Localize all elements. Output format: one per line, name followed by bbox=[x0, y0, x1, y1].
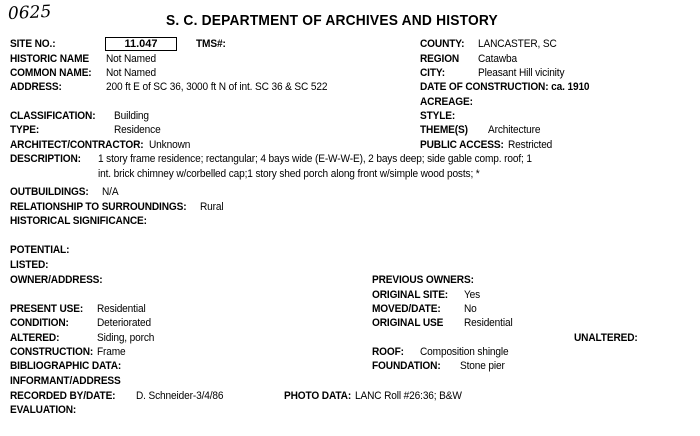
type-label: TYPE: bbox=[10, 124, 40, 136]
unaltered-label: UNALTERED: bbox=[574, 332, 638, 344]
page-title: S. C. DEPARTMENT OF ARCHIVES AND HISTORY bbox=[166, 12, 498, 29]
relationship-label: RELATIONSHIP TO SURROUNDINGS: bbox=[10, 201, 187, 213]
region-value: Catawba bbox=[478, 53, 517, 65]
moved-date-value: No bbox=[464, 303, 477, 315]
handwritten-number: 0625 bbox=[7, 1, 52, 25]
construction-value: Frame bbox=[97, 346, 126, 358]
region-label: REGION bbox=[420, 53, 460, 65]
architect-label: ARCHITECT/CONTRACTOR: bbox=[10, 139, 144, 151]
site-no-label: SITE NO.: bbox=[10, 38, 56, 50]
roof-label: ROOF: bbox=[372, 346, 404, 358]
potential-label: POTENTIAL: bbox=[10, 244, 70, 256]
moved-date-label: MOVED/DATE: bbox=[372, 303, 441, 315]
foundation-value: Stone pier bbox=[460, 360, 505, 372]
original-site-value: Yes bbox=[464, 289, 481, 301]
description-line-1: 1 story frame residence; rectangular; 4 bays wide (E-W-W-E), 2 bays deep; side gable comp. roof; 1 bbox=[98, 153, 532, 165]
original-site-label: ORIGINAL SITE: bbox=[372, 289, 449, 301]
recorded-by-value: D. Schneider-3/4/86 bbox=[136, 390, 224, 402]
county-label: COUNTY: bbox=[420, 38, 465, 50]
photo-data-label: PHOTO DATA: bbox=[284, 390, 352, 402]
type-value: Residence bbox=[114, 124, 161, 136]
outbuildings-value: N/A bbox=[102, 186, 119, 198]
site-no-value: 11.047 bbox=[105, 37, 177, 51]
description-line-2: int. brick chimney w/corbelled cap;1 story shed porch along front w/simple wood posts; * bbox=[98, 168, 480, 180]
construction-label: CONSTRUCTION: bbox=[10, 346, 94, 358]
tms-label: TMS#: bbox=[196, 38, 226, 50]
themes-value: Architecture bbox=[488, 124, 541, 136]
classification-value: Building bbox=[114, 110, 149, 122]
classification-label: CLASSIFICATION: bbox=[10, 110, 96, 122]
altered-label: ALTERED: bbox=[10, 332, 60, 344]
roof-value: Composition shingle bbox=[420, 346, 509, 358]
description-label: DESCRIPTION: bbox=[10, 153, 81, 165]
owner-address-label: OWNER/ADDRESS: bbox=[10, 274, 103, 286]
bibliographic-data-label: BIBLIOGRAPHIC DATA: bbox=[10, 360, 122, 372]
themes-label: THEME(S) bbox=[420, 124, 468, 136]
date-of-construction: DATE OF CONSTRUCTION: ca. 1910 bbox=[420, 81, 590, 93]
style-label: STYLE: bbox=[420, 110, 456, 122]
acreage-label: ACREAGE: bbox=[420, 96, 473, 108]
original-use-value: Residential bbox=[464, 317, 513, 329]
public-access-value: Restricted bbox=[508, 139, 553, 151]
condition-label: CONDITION: bbox=[10, 317, 69, 329]
address-label: ADDRESS: bbox=[10, 81, 62, 93]
historical-significance-label: HISTORICAL SIGNIFICANCE: bbox=[10, 215, 147, 227]
public-access-label: PUBLIC ACCESS: bbox=[420, 139, 504, 151]
county-value: LANCASTER, SC bbox=[478, 38, 557, 50]
relationship-value: Rural bbox=[200, 201, 224, 213]
outbuildings-label: OUTBUILDINGS: bbox=[10, 186, 89, 198]
common-name-value: Not Named bbox=[106, 67, 156, 79]
foundation-label: FOUNDATION: bbox=[372, 360, 441, 372]
city-value: Pleasant Hill vicinity bbox=[478, 67, 565, 79]
address-value: 200 ft E of SC 36, 3000 ft N of int. SC 36 & SC 522 bbox=[106, 81, 328, 93]
altered-value: Siding, porch bbox=[97, 332, 155, 344]
historic-name-label: HISTORIC NAME bbox=[10, 53, 89, 65]
previous-owners-label: PREVIOUS OWNERS: bbox=[372, 274, 474, 286]
listed-label: LISTED: bbox=[10, 259, 49, 271]
architect-value: Unknown bbox=[149, 139, 191, 151]
present-use-value: Residential bbox=[97, 303, 146, 315]
informant-address-label: INFORMANT/ADDRESS bbox=[10, 375, 121, 387]
present-use-label: PRESENT USE: bbox=[10, 303, 84, 315]
historic-name-value: Not Named bbox=[106, 53, 156, 65]
recorded-by-label: RECORDED BY/DATE: bbox=[10, 390, 116, 402]
condition-value: Deteriorated bbox=[97, 317, 152, 329]
evaluation-label: EVALUATION: bbox=[10, 404, 77, 416]
original-use-label: ORIGINAL USE bbox=[372, 317, 444, 329]
photo-data-value: LANC Roll #26:36; B&W bbox=[355, 390, 462, 402]
city-label: CITY: bbox=[420, 67, 445, 79]
common-name-label: COMMON NAME: bbox=[10, 67, 92, 79]
